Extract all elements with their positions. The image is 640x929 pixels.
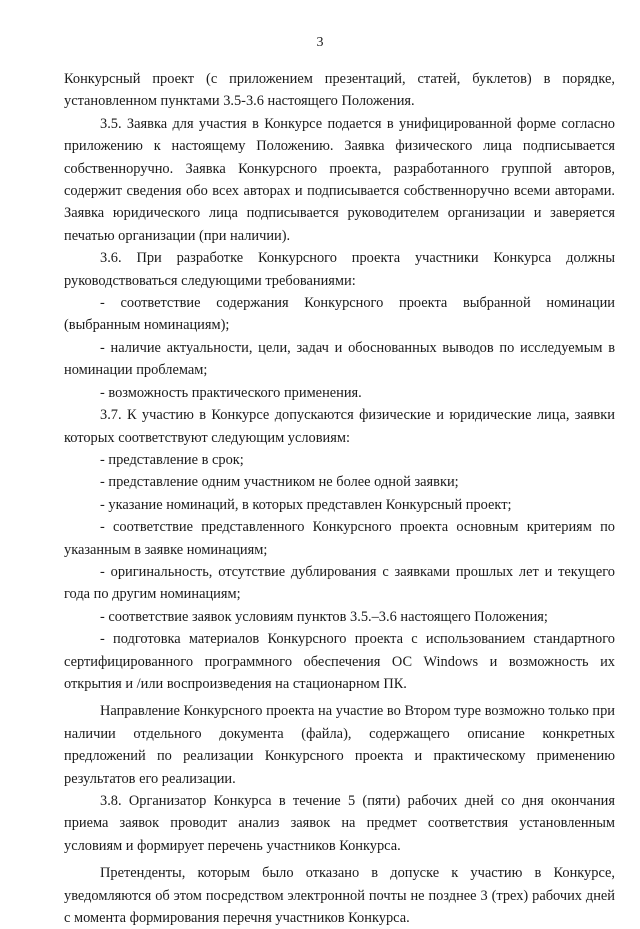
list-item: - соответствие заявок условиям пунктов 3.5.–3.6 настоящего Положения; bbox=[100, 608, 548, 625]
list-item: - подготовка материалов Конкурсного проекта с использованием стандартного сертифицированного программного обеспечения ОС Windows и возможность их открытия и /или воспроизведения на стационарном ПК. bbox=[64, 631, 615, 692]
list-item: - представление одним участником не более одной заявки; bbox=[100, 474, 459, 491]
body-text bbox=[64, 68, 615, 929]
paragraph-continuation: Конкурсный проект (с приложением презентаций, статей, буклетов) в порядке, установленном пунктами 3.5-3.6 настоящего Положения. bbox=[64, 71, 615, 110]
paragraph-second-round: Направление Конкурсного проекта на участие во Втором туре возможно только при наличии отдельного документа (файла), содержащего описание конкретных предложений по реализации Конкурсного проекта и практическому применению результатов его реализации. bbox=[64, 703, 615, 787]
list-item: - указание номинаций, в которых представлен Конкурсный проект; bbox=[100, 496, 512, 513]
paragraph-3-6: 3.6. При разработке Конкурсного проекта участники Конкурса должны руководствоваться следующими требованиями: bbox=[64, 250, 615, 289]
paragraph-rejection-notice: Претенденты, которым было отказано в допуске к участию в Конкурсе, уведомляются об этом посредством электронной почты не позднее 3 (трех) рабочих дней с момента формирования перечня участников Конкурса. bbox=[64, 865, 615, 927]
paragraph-3-8: 3.8. Организатор Конкурса в течение 5 (пяти) рабочих дней со дня окончания приема заявок проводит анализ заявок на предмет соответствия установленным условиям и формирует перечень участников Конкурса. bbox=[64, 793, 615, 854]
list-item: - наличие актуальности, цели, задач и обоснованных выводов по исследуемым в номинации проблемам; bbox=[64, 339, 615, 379]
paragraph-3-5: 3.5. Заявка для участия в Конкурсе подается в унифицированной форме согласно приложению к настоящему Положению. Заявка физического лица подписывается собственноручно. Заявка Конкурсного проекта, разработанного группой авторов, содержит сведения обо всех авторах и подписывается собственноручно всеми авторами. Заявка юридического лица подписывается руководителем организации и заверяется печатью организации (при наличии). bbox=[64, 115, 615, 244]
list-item: - представление в срок; bbox=[100, 451, 244, 468]
list-item: - соответствие содержания Конкурсного проекта выбранной номинации (выбранным номинациям); bbox=[64, 295, 615, 334]
paragraph-3-7: 3.7. К участию в Конкурсе допускаются физические и юридические лица, заявки которых соответствуют следующим условиям: bbox=[64, 407, 615, 446]
list-item: - соответствие представленного Конкурсного проекта основным критериям по указанным в заявке номинациям; bbox=[64, 519, 615, 558]
list-item: - возможность практического применения. bbox=[100, 384, 362, 401]
page-number: 3 bbox=[316, 35, 324, 50]
list-item: - оригинальность, отсутствие дублирования с заявками прошлых лет и текущего года по другим номинациям; bbox=[64, 563, 615, 603]
